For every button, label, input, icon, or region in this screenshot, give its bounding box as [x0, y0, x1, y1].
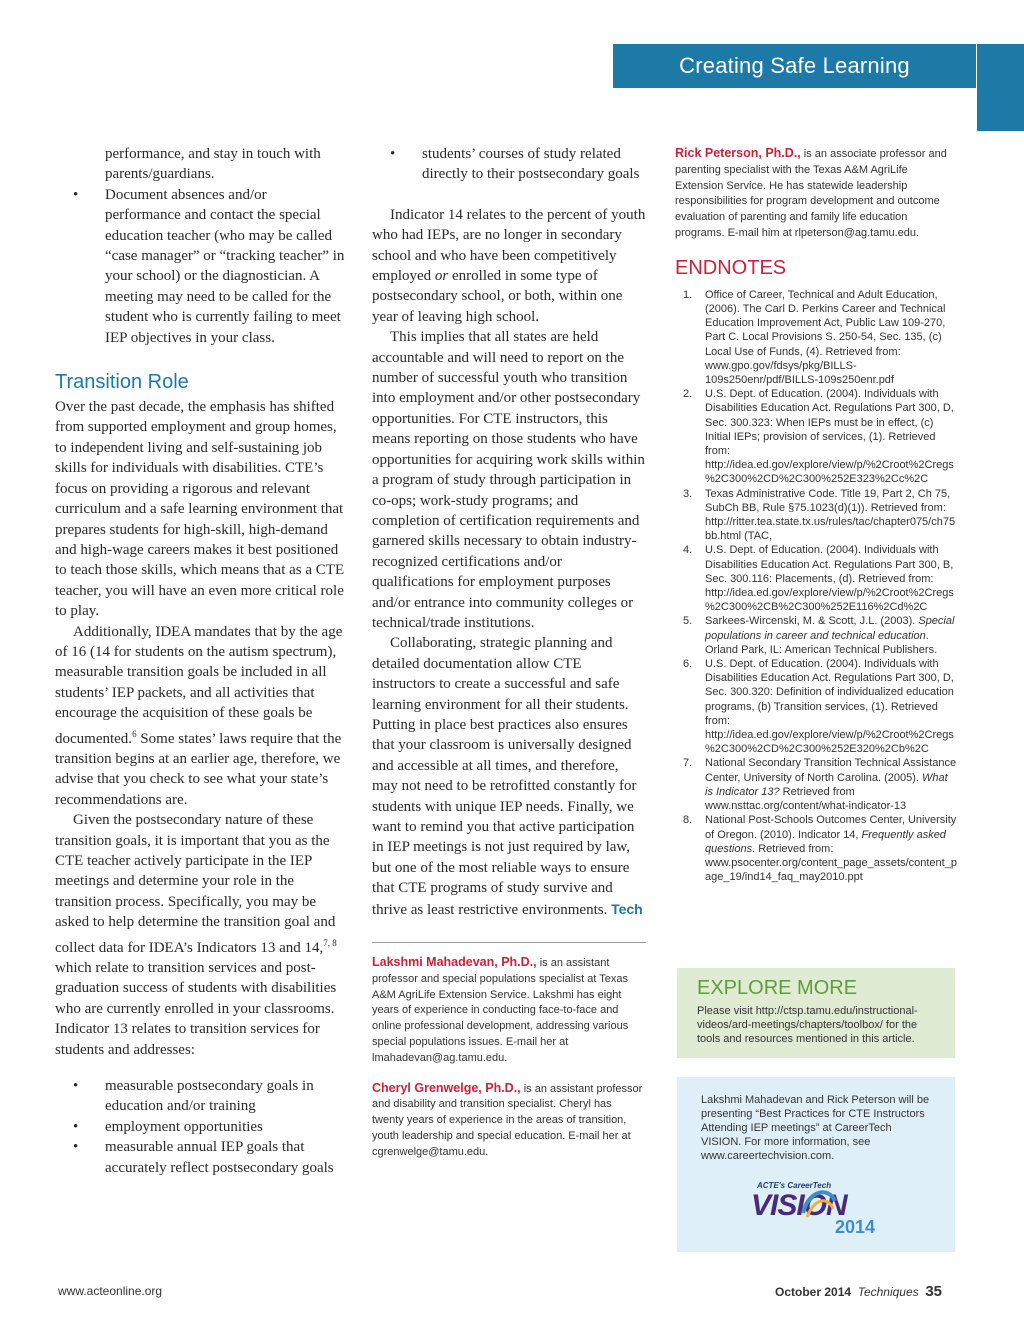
transition-para-2: Additionally, IDEA mandates that by the age of 16 (14 for students on the autism spectrum), measurable transition goals be included in all students’ IEP packets, and all activities that encourage the acquisition of these goals be documented.$^6$ Some states’ laws require that the transition begins at an earlier age, therefore, we advise that you check to see what your state’s recommendations are.: [55, 623, 343, 808]
endnote-item: 6. U.S. Dept. of Education. (2004). Individuals with Disabilities Education Act. Regulations Part 300, D, Sec. 300.320: Definition of individualized education programs, (b) Transition services, (1). Retrieved from: http://idea.ed.gov/explore/view/p/%2Croot%2Cregs%2C300%2CD%2C300%252E320%2Cb%2C: [683, 658, 954, 756]
footer-issue: October 2014 Techniques 35: [775, 1283, 943, 1300]
explore-more-box: [677, 968, 955, 1058]
transition-role-heading: Transition Role: [55, 371, 189, 394]
vision-swirl-icon: [799, 1183, 839, 1223]
column-3: [675, 146, 957, 884]
endnote-item: 8. National Post-Schools Outcomes Center, University of Oregon. (2010). Indicator 14, Frequently asked questions. Retrieved from: www.psocenter.org/content_page_assets/content_page_19/ind14_faq_may2010.ppt: [683, 814, 957, 884]
indicator14-para: Indicator 14 relates to the percent of youth who had IEPs, are no longer in secondary school and who have been competitively employed or enrolled in some type of postsecondary school, or both, within one year of leaving high school.: [372, 206, 646, 325]
column-2: [372, 144, 646, 1161]
continued-text: performance, and stay in touch with parents/guardians.: [105, 146, 321, 183]
footer-url: www.acteonline.org: [58, 1284, 163, 1298]
endnote-item: 1. Office of Career, Technical and Adult Education, (2006). The Carl D. Perkins Career and Technical Education Improvement Act, Public Law 109-270, Part C. Local Provisions S. 250-54, Sec. 135, (c) Local Use of Funds, (4). Retrieved from: www.gpo.gov/fdsys/pkg/BILLS-109s250enr/pdf/BILLS-109s250enr.pdf: [683, 288, 946, 386]
bio-lakshmi: Lakshmi Mahadevan, Ph.D., is an assistant professor and special populations specialist at Texas A&M AgriLife Extension Service. Lakshmi has eight years of experience in conducting face-to-face and online professional development, addressing various special populations issues. E-mail her at lmahadevan@ag.tamu.edu.: [372, 955, 629, 1064]
bullet-document-absences: • Document absences and/or performance and contact the special education teacher (who may be called “case manager” or “tracking teacher” in your school) or the diagnostician. A meeting may need to be called for the student who is currently failing to meet IEP objectives in your class.: [55, 185, 345, 348]
endnote-item: 3. Texas Administrative Code. Title 19, Part 2, Ch 75, SubCh BB, Rule §75.1023(d)(1)). Retrieved from: http://ritter.tea.state.tx.us/rules/tac/chapter075/ch75bb.html (TAC,: [683, 487, 956, 543]
explore-more-heading: EXPLORE MORE: [697, 977, 858, 999]
collaboration-para: Collaborating, strategic planning and detailed documentation allow CTE instructors to create a successful and safe learning environment for all their students. Putting in place best practices also ensures that your classroom is universally designed and accessible at all times, and therefore, may not need to be retrofitted constantly for students with unique IEP needs. Finally, we want to remind you that active participation in IEP meetings is not just required by law, but one of the most reliable ways to ensure that CTE programs of study survive and thrive as least restrictive environments. Tech: [372, 635, 643, 918]
bio-cheryl: Cheryl Grenwelge, Ph.D., is an assistant professor and disability and transition specialist. Cheryl has twenty years of experience in the areas of transition, youth leadership and special education. E-mail her at cgrenwelge@tamu.edu.: [372, 1080, 643, 1158]
transition-para-3: Given the postsecondary nature of these transition goals, it is important that you as the CTE teacher actively participate in the IEP meetings and determine your role in the transition process. Specifically, you may be asked to help determine the transition goal and collect data for IDEA’s Indicators 13 and 14,$^{7, 8}$ which relate to transition services and post-graduation success of students with disabilities who are currently enrolled in your classrooms. Indicator 13 relates to transition services for students and addresses:: [55, 812, 337, 1058]
bio-rick: Rick Peterson, Ph.D., is an associate professor and parenting specialist with the Texas A&M AgriLife Extension Service. He has statewide leadership responsibilities for program development and outcome evaluation of parenting and family life education programs. E-mail him at rlpeterson@ag.tamu.edu.: [675, 146, 947, 239]
vision-2014-logo: ACTE's CareerTech VISION 2014: [751, 1181, 876, 1237]
tech-end-mark: Tech: [611, 900, 643, 917]
endnotes-list: [675, 288, 957, 885]
endnote-item: 7. National Secondary Transition Technical Assistance Center, University of North Carolina. (2005). What is Indicator 13? Retrieved from www.nsttac.org/content/what-indicator-13: [683, 757, 957, 813]
endnote-item: 4. U.S. Dept. of Education. (2004). Individuals with Disabilities Education Act. Regulations Part 300, B, Sec. 300.116: Placements, (d). Retrieved from: http://idea.ed.gov/explore/view/p/%2Croot%2Cregs%2C300%2CB%2C300%252E116%2Cd%2C: [683, 544, 954, 614]
indicator13-bullet: • measurable postsecondary goals in education and/or training: [55, 1076, 345, 1117]
endnote-item: 5. Sarkees-Wircenski, M. & Scott, J.L. (2003). Special populations in career and technical education. Orland Park, IL: American Technical Publishers.: [683, 615, 955, 656]
endnotes-heading: ENDNOTES: [675, 256, 787, 279]
accountability-para: This implies that all states are held accountable and will need to report on the number of successful youth who transition into employment and/or other postsecondary opportunities. For CTE instructors, this means reporting on those students who have opportunities for acquiring work skills within a program of study through participation in co-ops; work-study programs; and completion of certification requirements and garnered skills necessary to obtain industry-recognized certifications and/or qualifications for employment purposes and/or entrance into community colleges or technical/trade institutions.: [372, 329, 645, 631]
indicator13-bullet: • employment opportunities: [55, 1117, 345, 1137]
vision-promo-box: [677, 1077, 955, 1252]
explore-more-text: Please visit http://ctsp.tamu.edu/instructional-videos/ard-meetings/chapters/toolbox/ for the tools and resources mentioned in this article.: [697, 1005, 918, 1045]
column-1: [55, 144, 345, 1178]
section-title-band: [613, 44, 976, 122]
transition-para-1: Over the past decade, the emphasis has shifted from supported employment and group homes, to independent living and self-sustaining job skills for individuals with disabilities. CTE’s focus on providing a rigorous and relevant curriculum and a safe learning environment that prepares students for high-skill, high-demand and high-wage careers makes it best positioned to teach those skills, which means that as a CTE teacher, you will have an even more critical role to play.: [55, 399, 345, 620]
bio-divider: [372, 942, 646, 943]
edge-tab: [977, 44, 1024, 131]
indicator13-bullet: • measurable annual IEP goals that accurately reflect postsecondary goals: [55, 1137, 345, 1178]
endnote-item: 2. U.S. Dept. of Education. (2004). Individuals with Disabilities Education Act. Regulations Part 300, D, Sec. 300.323: When IEPs must be in effect, (c) Initial IEPs; provision of services, (1). Retrieved from: http://idea.ed.gov/explore/view/p/%2Croot%2Cregs%2C300%2CD%2C300%252E323%2Cc%2C: [683, 388, 954, 486]
section-title: Creating Safe Learning Environments: [679, 53, 910, 122]
bullet-courses: • students’ courses of study related directly to their postsecondary goals: [372, 144, 646, 185]
vision-promo-text: Lakshmi Mahadevan and Rick Peterson will be presenting “Best Practices for CTE Instructors Attending IEP meetings” at CareerTech VISION. For more information, see www.careertechvision.com.: [701, 1094, 930, 1162]
